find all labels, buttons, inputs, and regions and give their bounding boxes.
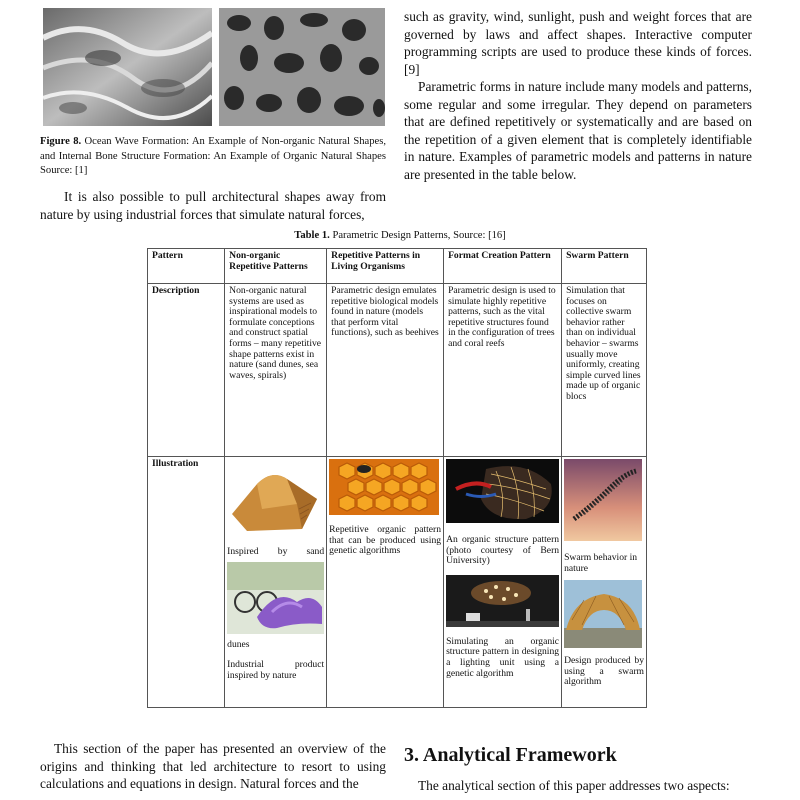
left-paragraph-bottom: This section of the paper has presented an overview of the origins and thinking that led architecture to resort to using calculations and equations in design. Natural forces and the: [40, 741, 386, 792]
col4-caption-a: Swarm behavior in nature: [564, 552, 638, 574]
right-paragraph-2: Parametric forms in nature include many models and patterns, some regular and some irregular. They depend on parameters that are defined repetitively or systematically and are based on the repetition of a given element that is completely identifiable in nature. Examples of parametric models and patterns in nature are presented in the table below.: [404, 79, 752, 182]
illustration-cell-col3: [444, 457, 562, 708]
bone-structure-photo: [219, 8, 385, 126]
col4-caption-b: Design produced by using a swarm algorithm: [564, 655, 644, 688]
figure-8-caption: [40, 135, 386, 179]
illustration-cell-col2: [327, 457, 444, 708]
header-cell: Pattern: [148, 249, 225, 284]
sand-dune-model-image: [227, 459, 324, 539]
header-cell: Format Creation Pattern: [444, 249, 562, 284]
figure-caption-text: Ocean Wave Formation: An Example of Non-organic Natural Shapes, and Internal Bone Structure Formation: An Example of Organic Natural Shapes Source: [1]: [40, 136, 386, 177]
table-row-description: [148, 284, 647, 457]
section-3-intro: The analytical section of this paper addresses two aspects:: [418, 778, 730, 793]
description-cell: Non-organic natural systems are used as inspirational models to formulate conceptions and construct spatial forms – many repetitive shape patterns exist in nature (sand dunes, sea waves, spirals): [225, 284, 327, 457]
table-label: Table 1.: [294, 230, 330, 241]
figure-label: Figure 8.: [40, 136, 82, 147]
parametric-patterns-table: [147, 248, 647, 708]
row-label: Description: [148, 284, 225, 457]
purple-bench-image: [227, 562, 324, 634]
right-paragraph-1: such as gravity, wind, sunlight, push and weight forces that are governed by laws and affect shapes. Interactive computer programming scripts are used to produce these kinds of forces. [9]: [404, 9, 752, 77]
swarm-design-image: [564, 580, 642, 648]
header-cell: Swarm Pattern: [562, 249, 647, 284]
honeycomb-image: [329, 459, 439, 515]
description-cell: Simulation that focuses on collective swarm behavior rather than on individual behavior – swarms usually move uniformly, creating simple curved lines made up of organic blocs: [562, 284, 647, 457]
left-paragraph-top: It is also possible to pull architectural shapes away from nature by using industrial forces that simulate natural forces,: [40, 189, 386, 222]
description-cell: Parametric design is used to simulate highly repetitive patterns, such as the vital repetitive structures found in the configuration of trees and coral reefs: [444, 284, 562, 457]
illustration-cell-col1: [225, 457, 327, 708]
organic-structure-image: [446, 459, 559, 523]
ocean-wave-photo: [43, 8, 212, 126]
lighting-unit-image: [446, 575, 559, 627]
header-cell: Repetitive Patterns in Living Organisms: [327, 249, 444, 284]
description-cell: Parametric design emulates repetitive biological models found in nature (models that perform vital functions), such as beehives: [327, 284, 444, 457]
table-header-row: [148, 249, 647, 284]
table-caption-text: Parametric Design Patterns, Source: [16]: [332, 230, 506, 241]
col3-caption-b: Simulating an organic structure pattern in designing a lighting unit using a genetic algorithm: [446, 635, 560, 679]
swarm-nature-image: [564, 459, 642, 541]
col1-caption-a: Inspired by sand: [227, 546, 325, 557]
table-1-caption: [0, 229, 800, 244]
col2-caption: Repetitive organic pattern that can be produced using genetic algorithms: [329, 524, 442, 557]
row-label: Illustration: [148, 457, 225, 708]
table-row-illustration: [148, 457, 647, 708]
col1-caption-c: Industrial product inspired by nature: [227, 659, 325, 681]
col1-caption-b: dunes: [227, 638, 250, 650]
header-cell: Non-organic Repetitive Patterns: [225, 249, 327, 284]
illustration-cell-col4: [562, 457, 647, 708]
col3-caption-a: An organic structure pattern (photo courtesy of Bern University): [446, 534, 560, 567]
section-3-heading: 3. Analytical Framework: [404, 744, 617, 766]
